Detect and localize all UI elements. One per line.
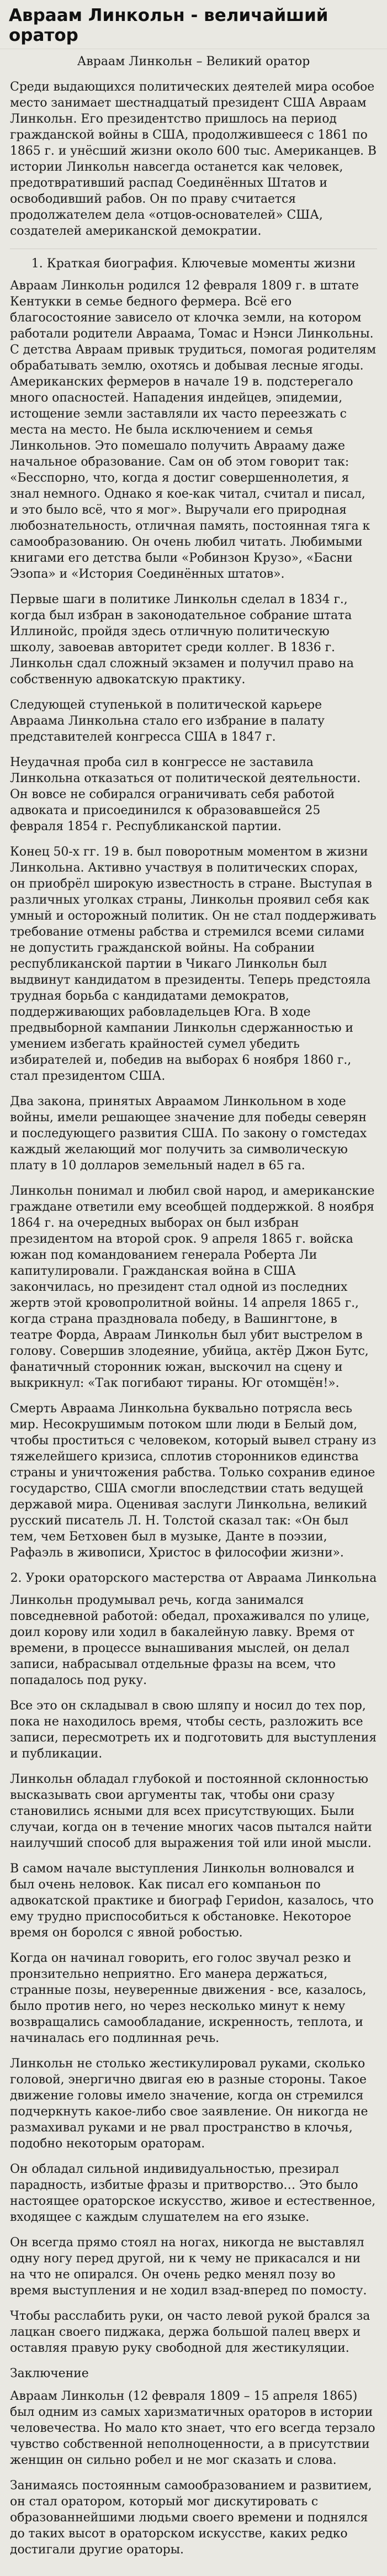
s2-paragraph: В самом начале выступления Линкольн волновался и был очень неловок. Как писал его компаньон по адвокатской практике и биограф Гериdон, казалось, что ему трудно приспособиться к обстановке. Некоторое время он боролся с явной робостью.: [10, 1862, 374, 1940]
conclusion-heading: Заключение: [10, 2367, 89, 2380]
s1-paragraph: Два закона, принятых Авраамом Линкольном в ходе войны, имели решающее значение для победы северян и последующего развития США. По закону о гомстедах каждый желающий мог получить за символическую плату в 10 долларов земельный надел в 65 га.: [10, 1095, 367, 1173]
s2-paragraph: Линкольн обладал глубокой и постоянной склонностью высказывать свои аргументы так, чтобы они сразу становились ясными для всех присутствующих. Были случаи, когда он в течение многих часов пытался найти наилучший способ для выражения той или иной мысли.: [10, 1772, 372, 1850]
s1-paragraph: Линкольн понимал и любил свой народ, и американские граждане ответили ему всеобщей поддержкой. 8 ноября 1864 г. на очередных выборах он был избран президентом на второй срок. 9 апреля 1865 г. войска южан под командованием генерала Роберта Ли капитулировали. Гражданская война в США закончилась, но президент стал одной из последних жертв этой кровопролитной войны. 14 апреля 1865 г., когда страна праздновала победу, в Вашингтоне, в театре Форда, Авраам Линкольн был убит выстрелом в голову. Совершив злодеяние, убийца, актёр Джон Бутс, фанатичный сторонник южан, выскочил на сцену и выкрикнул: «Так погибают тираны. Юг отомщён!».: [10, 1184, 375, 1390]
section-2-heading: 2. Уроки ораторского мастерства от Авраама Линкольна: [10, 1571, 377, 1585]
s1-paragraph: Конец 50-х гг. 19 в. был поворотным моментом в жизни Линкольна. Активно участвуя в политических спорах, он приобрёл широкую известность в стране. Выступая в различных уголках страны, Линкольн проявил себя как умный и осторожный политик. Он не стал поддерживать требование отмены рабства и стремился всеми силами не допустить гражданской войны. На собрании республиканской партии в Чикаго Линкольн был выдвинут кандидатом в президенты. Теперь предстояла трудная борьба с кандидатами демократов, поддерживающих рабовладельцев Юга. В ходе предвыборной кампании Линкольн сдержанностью и умением избегать крайностей сумел убедить избирателей и, победив на выборах 6 ноября 1860 г., стал президентом США.: [10, 845, 377, 1083]
conclusion-paragraph: Занимаясь постоянным самообразованием и развитием, он стал оратором, который мог дискутировать с образованнейшими людьми своего времени и поднялся до таких высот в ораторском искусстве, каких редко достигали другие ораторы.: [10, 2479, 372, 2557]
section-1-heading: 1. Краткая биография. Ключевые моменты жизни: [31, 257, 356, 271]
s2-paragraph: Все это он складывал в свою шляпу и носил до тех пор, пока не находилось время, чтобы сесть, разложить все записи, пересмотреть их и подготовить для выступления и публикации.: [10, 1699, 377, 1761]
article-subtitle: Авраам Линкольн – Великий оратор: [77, 55, 310, 68]
conclusion-paragraph: Авраам Линкольн (12 февраля 1809 – 15 апреля 1865) был одним из самых харизматичных ораторов в истории человечества. Но мало кто знает, что его всегда терзало чувство собственной неполноценности, а в присутствии женщин он сильно робел и не мог сказать и слова.: [10, 2389, 375, 2467]
s2-paragraph: Линкольн не столько жестикулировал руками, сколько головой, энергично двигая ею в разные стороны. Такое движение головы имело значение, когда он стремился подчеркнуть какое-либо свое заявление. Он никогда не размахивал руками и не рвал пространство в клочья, подобно некоторым ораторам.: [10, 2057, 368, 2151]
s1-paragraph: Смерть Авраама Линкольна буквально потрясла весь мир. Несокрушимым потоком шли люди в Белый дом, чтобы проститься с человеком, который вывел страну из тяжелейшего кризиса, сплотив сторонников единства страны и уничтожения рабства. Только сохранив единое государство, США смогли впоследствии стать ведущей державой мира. Оценивая заслуги Линкольна, великий русский писатель Л. Н. Толстой сказал так: «Он был тем, чем Бетховен был в музыке, Данте в поэзии, Рафаэль в живописи, Христос в философии жизни».: [10, 1402, 377, 1560]
s2-paragraph: Чтобы расслабить руки, он часто левой рукой брался за лацкан своего пиджака, держа большой палец вверх и оставляя правую руку свободной для жестикуляции.: [10, 2309, 370, 2355]
s1-paragraph: Неудачная проба сил в конгрессе не заставила Линкольна отказаться от политической деятельности. Он вовсе не собирался ограничивать себя работой адвоката и присоединился к образовавшейся 25 февраля 1854 г. Республиканской партии.: [10, 756, 361, 833]
page-title: Авраам Линкольн - величайший оратор: [9, 6, 328, 45]
s1-paragraph: Следующей ступенькой в политической карьере Авраама Линкольна стало его избрание в палату представителей конгресса США в 1847 г.: [10, 698, 325, 744]
s2-paragraph: Он обладал сильной индивидуальностью, презирал парадность, избитые фразы и притворство… Это было настоящее ораторское искусство, живое и естественное, входящее с каждым слушателем на его языке.: [10, 2162, 376, 2224]
s2-paragraph: Он всегда прямо стоял на ногах, никогда не выставлял одну ногу перед другой, ни к чему не прикасался и ни на что не опирался. Он очень редко менял позу во время выступления и не ходил взад-вперед по помосту.: [10, 2236, 367, 2298]
page-header: [0, 0, 387, 49]
s2-paragraph: Когда он начинал говорить, его голос звучал резко и пронзительно неприятно. Его манера держаться, странные позы, неуверенные движения - все, казалось, было против него, но через несколько минут к нему возвращались самообладание, искренность, теплота, и начиналась его подлинная речь.: [10, 1951, 367, 2045]
article-body: [0, 54, 387, 2576]
intro-paragraph: Среди выдающихся политических деятелей мира особое место занимает шестнадцатый президент США Авраам Линкольн. Его президентство пришлось на период гражданской войны в США, продолжившееся с 1861 по 1865 г. и унёсший жизни около 600 тыс. Американцев. В истории Линкольн навсегда останется как человек, предотвративший распад Соединённых Штатов и освободивший рабов. Он по праву считается продолжателем дела «отцов-основателей» США, создателей американской демократии.: [10, 80, 377, 238]
s1-paragraph: Авраам Линкольн родился 12 февраля 1809 г. в штате Кентукки в семье бедного фермера. Всё его благосостояние зависело от клочка земли, на котором работали родители Авраама, Томас и Нэнси Линкольны. С детства Авраам привык трудиться, помогая родителям обрабатывать землю, охотясь и добывая лесные ягоды. Американских фермеров в начале 19 в. подстерегало много опасностей. Нападения индейцев, эпидемии, истощение земли заставляли их часто переезжать с места на место. Не была исключением и семья Линкольнов. Это помешало получить Аврааму даже начальное образование. Сам он об этом говорит так: «Бесспорно, что, когда я достиг совершеннолетия, я знал немного. Однако я кое-как читал, считал и писал, и это было всё, что я мог». Выручали его природная любознательность, отличная память, постоянная тяга к самообразованию. Он очень любил читать. Любимыми книгами его детства были «Робинзон Крузо», «Басни Эзопа» и «История Соединённых штатов».: [10, 279, 377, 581]
s1-paragraph: Первые шаги в политике Линкольн сделал в 1834 г., когда был избран в законодательное собрание штата Иллинойс, пройдя здесь отличную политическую школу, завоевав авторитет среди коллег. В 1836 г. Линкольн сдал сложный экзамен и получил право на собственную адвокатскую практику.: [10, 593, 354, 687]
s2-paragraph: Линкольн продумывал речь, когда занимался повседневной работой: обедал, прохаживался по улице, доил корову или ходил в бакалейную лавку. Время от времени, в процессе вынашивания мыслей, он делал записи, набрасывал отдельные фразы на всем, что попадалось под руку.: [10, 1593, 370, 1687]
